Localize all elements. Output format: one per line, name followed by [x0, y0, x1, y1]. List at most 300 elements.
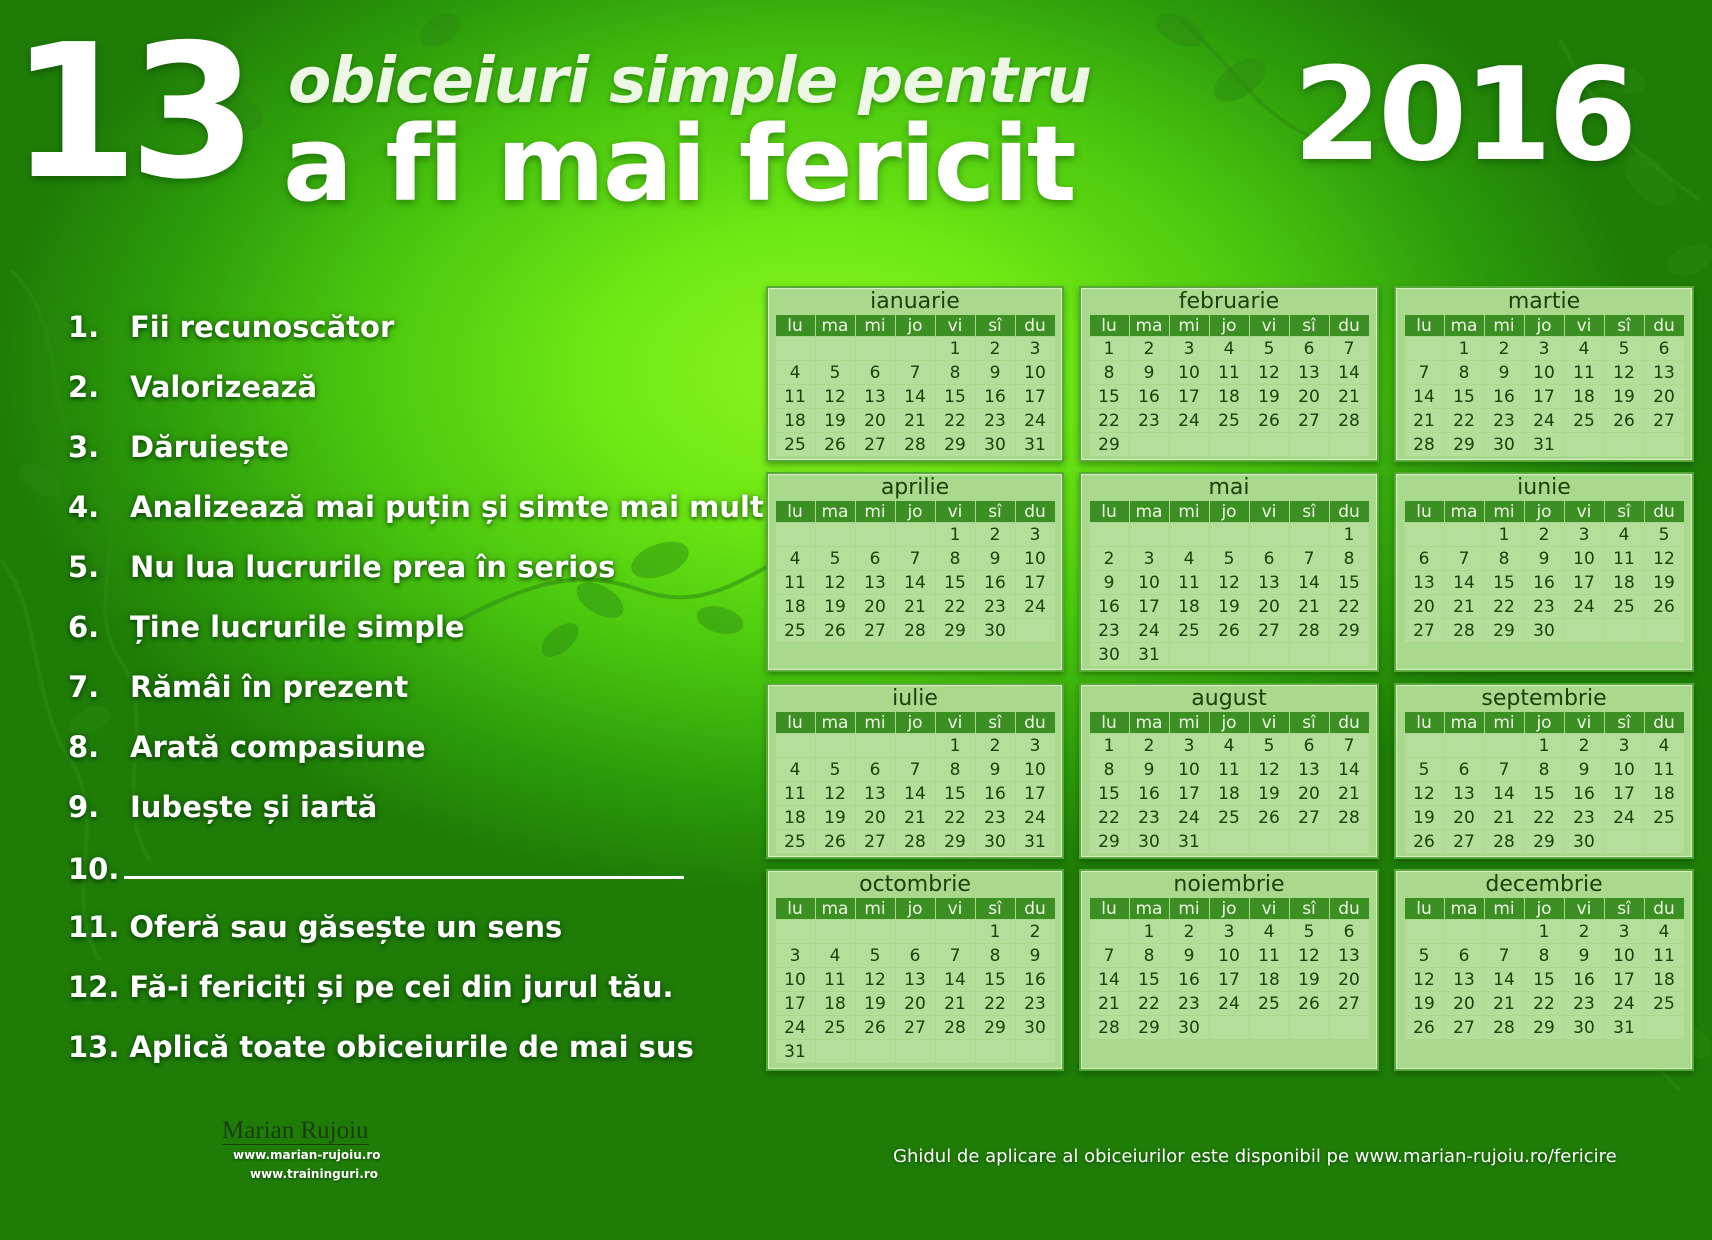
habit-item	[68, 970, 764, 1030]
day-cell: 23	[1485, 409, 1524, 432]
day-cell: 5	[816, 547, 855, 570]
day-cell: 10	[1605, 758, 1644, 781]
day-cell: 9	[1565, 944, 1604, 967]
day-cell: 22	[936, 806, 975, 829]
empty-day-cell	[1016, 1040, 1055, 1063]
day-cell: 6	[896, 944, 935, 967]
weekday-header: lu	[1090, 898, 1129, 919]
empty-day-cell	[776, 734, 815, 757]
weekday-header: jo	[1525, 315, 1564, 336]
month-grid	[1089, 711, 1370, 854]
weekday-header: ma	[1445, 501, 1484, 522]
day-cell: 17	[1016, 571, 1055, 594]
empty-day-cell	[1250, 830, 1289, 853]
day-cell: 3	[1605, 920, 1644, 943]
month-name: mai	[1208, 475, 1250, 500]
day-cell: 26	[816, 830, 855, 853]
day-cell: 8	[1090, 361, 1129, 384]
day-cell: 10	[1565, 547, 1604, 570]
weekday-header: mi	[856, 315, 895, 336]
empty-day-cell	[1290, 830, 1329, 853]
empty-day-cell	[1290, 1016, 1329, 1039]
day-cell: 10	[1605, 944, 1644, 967]
day-cell: 24	[1605, 806, 1644, 829]
empty-day-cell	[1605, 619, 1644, 642]
weekday-header: ma	[1130, 501, 1169, 522]
empty-day-cell	[936, 1040, 975, 1063]
day-cell: 21	[1090, 992, 1129, 1015]
weekday-header: lu	[776, 898, 815, 919]
day-cell: 30	[1016, 1016, 1055, 1039]
day-cell: 12	[1405, 782, 1444, 805]
month-calendar	[1394, 683, 1694, 859]
empty-day-cell	[1090, 920, 1129, 943]
weekday-header: ma	[1130, 898, 1169, 919]
day-cell: 2	[1525, 523, 1564, 546]
day-cell: 31	[1016, 830, 1055, 853]
day-cell: 25	[816, 1016, 855, 1039]
weekday-header: vi	[1565, 315, 1604, 336]
empty-day-cell	[856, 523, 895, 546]
day-cell: 23	[976, 595, 1015, 618]
day-cell: 14	[896, 782, 935, 805]
empty-day-cell	[1290, 643, 1329, 666]
day-cell: 7	[1330, 734, 1369, 757]
month-name: decembrie	[1485, 872, 1603, 897]
day-cell: 8	[1130, 944, 1169, 967]
month-grid	[1404, 711, 1685, 854]
weekday-header: jo	[896, 501, 935, 522]
day-cell: 28	[1290, 619, 1329, 642]
day-cell: 5	[1405, 758, 1444, 781]
day-cell: 2	[1016, 920, 1055, 943]
day-cell: 23	[976, 806, 1015, 829]
day-cell: 17	[1016, 782, 1055, 805]
weekday-header: sî	[1290, 501, 1329, 522]
day-cell: 12	[1605, 361, 1644, 384]
empty-day-cell	[856, 920, 895, 943]
weekday-header: sî	[976, 712, 1015, 733]
day-cell: 18	[776, 409, 815, 432]
day-cell: 27	[856, 619, 895, 642]
day-cell: 16	[976, 782, 1015, 805]
day-cell: 12	[816, 782, 855, 805]
day-cell: 25	[1645, 806, 1684, 829]
day-cell: 11	[1645, 944, 1684, 967]
day-cell: 12	[1250, 758, 1289, 781]
day-cell: 13	[856, 385, 895, 408]
day-cell: 21	[1405, 409, 1444, 432]
empty-day-cell	[1405, 920, 1444, 943]
day-cell: 16	[1090, 595, 1129, 618]
empty-day-cell	[1645, 830, 1684, 853]
day-cell: 30	[1090, 643, 1129, 666]
day-cell: 22	[1485, 595, 1524, 618]
day-cell: 1	[976, 920, 1015, 943]
day-cell: 11	[1210, 361, 1249, 384]
weekday-header: mi	[856, 898, 895, 919]
day-cell: 27	[856, 433, 895, 456]
day-cell: 28	[1485, 830, 1524, 853]
day-cell: 17	[776, 992, 815, 1015]
day-cell: 6	[1250, 547, 1289, 570]
fill-in-blank-line[interactable]	[124, 850, 684, 879]
day-cell: 2	[1565, 734, 1604, 757]
day-cell: 25	[1645, 992, 1684, 1015]
weekday-header: ma	[816, 315, 855, 336]
day-cell: 1	[1090, 337, 1129, 360]
weekday-header: mi	[856, 712, 895, 733]
habit-text: Fii recunoscător	[130, 310, 395, 344]
weekday-header: lu	[1405, 501, 1444, 522]
weekday-header: jo	[896, 898, 935, 919]
habit-item	[68, 670, 764, 730]
day-cell: 28	[1330, 409, 1369, 432]
day-cell: 10	[1525, 361, 1564, 384]
empty-day-cell	[1405, 337, 1444, 360]
day-cell: 12	[1250, 361, 1289, 384]
weekday-header: sî	[976, 501, 1015, 522]
day-cell: 14	[896, 571, 935, 594]
empty-day-cell	[1330, 830, 1369, 853]
empty-day-cell	[856, 734, 895, 757]
weekday-header: ma	[816, 712, 855, 733]
day-cell: 28	[1090, 1016, 1129, 1039]
day-cell: 11	[1170, 571, 1209, 594]
month-grid	[1404, 314, 1685, 457]
empty-day-cell	[896, 920, 935, 943]
day-cell: 6	[1330, 920, 1369, 943]
empty-day-cell	[1210, 830, 1249, 853]
day-cell: 30	[1170, 1016, 1209, 1039]
weekday-header: sî	[1290, 898, 1329, 919]
day-cell: 24	[1170, 806, 1209, 829]
weekday-header: du	[1016, 712, 1055, 733]
weekday-header: mi	[856, 501, 895, 522]
habit-text: Arată compasiune	[130, 730, 426, 764]
empty-day-cell	[1645, 1016, 1684, 1039]
day-cell: 3	[1016, 337, 1055, 360]
habit-number: 12.	[68, 970, 120, 1004]
day-cell: 26	[1645, 595, 1684, 618]
day-cell: 26	[816, 433, 855, 456]
day-cell: 31	[1605, 1016, 1644, 1039]
day-cell: 6	[856, 361, 895, 384]
day-cell: 9	[1485, 361, 1524, 384]
weekday-header: du	[1330, 315, 1369, 336]
day-cell: 24	[1016, 806, 1055, 829]
day-cell: 16	[1170, 968, 1209, 991]
day-cell: 29	[1090, 830, 1129, 853]
day-cell: 25	[1250, 992, 1289, 1015]
month-grid	[1089, 897, 1370, 1040]
empty-day-cell	[776, 523, 815, 546]
day-cell: 8	[936, 758, 975, 781]
empty-day-cell	[1445, 734, 1484, 757]
day-cell: 26	[1210, 619, 1249, 642]
month-name: februarie	[1178, 289, 1280, 314]
habit-number: 10.	[68, 852, 120, 886]
day-cell: 1	[1090, 734, 1129, 757]
empty-day-cell	[1605, 433, 1644, 456]
month-name: iulie	[892, 686, 938, 711]
weekday-header: vi	[936, 898, 975, 919]
habit-item	[68, 730, 764, 790]
day-cell: 30	[1565, 830, 1604, 853]
habit-text: Oferă sau găsește un sens	[129, 910, 563, 944]
habit-number: 11.	[68, 910, 120, 944]
day-cell: 19	[1210, 595, 1249, 618]
empty-day-cell	[1130, 523, 1169, 546]
weekday-header: jo	[1210, 501, 1249, 522]
day-cell: 29	[1525, 830, 1564, 853]
day-cell: 16	[1016, 968, 1055, 991]
day-cell: 21	[1485, 806, 1524, 829]
habit-number: 6.	[68, 610, 100, 644]
day-cell: 7	[1485, 758, 1524, 781]
day-cell: 5	[816, 361, 855, 384]
habit-number: 2.	[68, 370, 100, 404]
habit-item	[68, 430, 764, 490]
day-cell: 4	[776, 361, 815, 384]
day-cell: 11	[1645, 758, 1684, 781]
habit-number: 8.	[68, 730, 100, 764]
habit-count-number: 13	[10, 4, 248, 220]
day-cell: 15	[1525, 968, 1564, 991]
poster-title: a fi mai fericit	[283, 103, 1075, 225]
day-cell: 29	[1445, 433, 1484, 456]
day-cell: 16	[1525, 571, 1564, 594]
day-cell: 16	[976, 571, 1015, 594]
habit-text: Ține lucrurile simple	[130, 610, 465, 644]
day-cell: 27	[1445, 1016, 1484, 1039]
day-cell: 3	[776, 944, 815, 967]
empty-day-cell	[1290, 433, 1329, 456]
month-calendar	[1079, 286, 1379, 462]
weekday-header: du	[1330, 898, 1369, 919]
day-cell: 17	[1170, 782, 1209, 805]
day-cell: 25	[1605, 595, 1644, 618]
weekday-header: jo	[1210, 315, 1249, 336]
day-cell: 8	[1090, 758, 1129, 781]
weekday-header: jo	[1525, 898, 1564, 919]
day-cell: 6	[856, 758, 895, 781]
day-cell: 14	[896, 385, 935, 408]
day-cell: 20	[896, 992, 935, 1015]
habit-text: Nu lua lucrurile prea în serios	[130, 550, 616, 584]
day-cell: 6	[1290, 734, 1329, 757]
day-cell: 17	[1565, 571, 1604, 594]
day-cell: 25	[1565, 409, 1604, 432]
habit-text: Fă-i fericiți și pe cei din jurul tău.	[129, 970, 674, 1004]
empty-day-cell	[1565, 433, 1604, 456]
month-grid	[775, 314, 1056, 457]
day-cell: 24	[1130, 619, 1169, 642]
empty-day-cell	[816, 734, 855, 757]
habit-number: 1.	[68, 310, 100, 344]
day-cell: 26	[1250, 806, 1289, 829]
day-cell: 6	[856, 547, 895, 570]
empty-day-cell	[896, 1040, 935, 1063]
empty-day-cell	[816, 920, 855, 943]
habit-number: 9.	[68, 790, 100, 824]
day-cell: 18	[1210, 782, 1249, 805]
weekday-header: mi	[1485, 501, 1524, 522]
day-cell: 21	[896, 595, 935, 618]
day-cell: 4	[1210, 734, 1249, 757]
day-cell: 4	[776, 758, 815, 781]
day-cell: 4	[1605, 523, 1644, 546]
weekday-header: lu	[1090, 501, 1129, 522]
day-cell: 2	[1090, 547, 1129, 570]
day-cell: 31	[1130, 643, 1169, 666]
empty-day-cell	[1090, 523, 1129, 546]
day-cell: 22	[936, 595, 975, 618]
day-cell: 8	[1445, 361, 1484, 384]
day-cell: 2	[976, 523, 1015, 546]
day-cell: 18	[1565, 385, 1604, 408]
day-cell: 4	[1170, 547, 1209, 570]
day-cell: 2	[1565, 920, 1604, 943]
day-cell: 9	[976, 361, 1015, 384]
day-cell: 7	[1290, 547, 1329, 570]
day-cell: 27	[1250, 619, 1289, 642]
month-calendar	[1394, 286, 1694, 462]
habit-text: Valorizează	[130, 370, 318, 404]
day-cell: 16	[976, 385, 1015, 408]
day-cell: 15	[1445, 385, 1484, 408]
day-cell: 3	[1210, 920, 1249, 943]
day-cell: 28	[936, 1016, 975, 1039]
day-cell: 9	[1090, 571, 1129, 594]
day-cell: 20	[856, 595, 895, 618]
weekday-header: sî	[1605, 898, 1644, 919]
empty-day-cell	[816, 1040, 855, 1063]
day-cell: 1	[1130, 920, 1169, 943]
day-cell: 2	[1130, 734, 1169, 757]
day-cell: 30	[1525, 619, 1564, 642]
day-cell: 4	[1645, 920, 1684, 943]
day-cell: 20	[856, 409, 895, 432]
day-cell: 1	[936, 734, 975, 757]
empty-day-cell	[1565, 619, 1604, 642]
empty-day-cell	[1210, 523, 1249, 546]
weekday-header: jo	[1210, 712, 1249, 733]
day-cell: 21	[1485, 992, 1524, 1015]
day-cell: 23	[1090, 619, 1129, 642]
day-cell: 11	[776, 782, 815, 805]
day-cell: 26	[1605, 409, 1644, 432]
day-cell: 27	[1290, 806, 1329, 829]
day-cell: 15	[936, 385, 975, 408]
day-cell: 11	[1565, 361, 1604, 384]
day-cell: 13	[1330, 944, 1369, 967]
weekday-header: ma	[1130, 315, 1169, 336]
day-cell: 27	[856, 830, 895, 853]
calendar-year: 2016	[1293, 41, 1634, 190]
day-cell: 9	[976, 758, 1015, 781]
weekday-header: vi	[936, 501, 975, 522]
empty-day-cell	[1250, 1016, 1289, 1039]
day-cell: 18	[1605, 571, 1644, 594]
day-cell: 17	[1170, 385, 1209, 408]
day-cell: 11	[776, 385, 815, 408]
day-cell: 26	[1250, 409, 1289, 432]
day-cell: 13	[1645, 361, 1684, 384]
day-cell: 14	[1330, 361, 1369, 384]
day-cell: 18	[1250, 968, 1289, 991]
day-cell: 18	[1645, 968, 1684, 991]
day-cell: 21	[896, 806, 935, 829]
empty-day-cell	[1210, 433, 1249, 456]
day-cell: 7	[1485, 944, 1524, 967]
weekday-header: sî	[1605, 712, 1644, 733]
day-cell: 10	[776, 968, 815, 991]
day-cell: 8	[1330, 547, 1369, 570]
day-cell: 30	[976, 433, 1015, 456]
day-cell: 24	[1210, 992, 1249, 1015]
day-cell: 5	[1605, 337, 1644, 360]
day-cell: 1	[1525, 734, 1564, 757]
day-cell: 18	[1210, 385, 1249, 408]
weekday-header: sî	[1290, 315, 1329, 336]
empty-day-cell	[816, 523, 855, 546]
day-cell: 30	[1130, 830, 1169, 853]
day-cell: 16	[1485, 385, 1524, 408]
empty-day-cell	[1016, 619, 1055, 642]
day-cell: 1	[1525, 920, 1564, 943]
weekday-header: mi	[1170, 501, 1209, 522]
day-cell: 12	[1210, 571, 1249, 594]
weekday-header: jo	[1210, 898, 1249, 919]
day-cell: 23	[1130, 806, 1169, 829]
weekday-header: du	[1330, 501, 1369, 522]
day-cell: 13	[1445, 968, 1484, 991]
day-cell: 25	[1170, 619, 1209, 642]
empty-day-cell	[1330, 643, 1369, 666]
day-cell: 14	[1445, 571, 1484, 594]
day-cell: 20	[1250, 595, 1289, 618]
month-name: septembrie	[1481, 686, 1607, 711]
day-cell: 20	[1445, 992, 1484, 1015]
day-cell: 8	[976, 944, 1015, 967]
day-cell: 19	[1250, 385, 1289, 408]
day-cell: 18	[1170, 595, 1209, 618]
day-cell: 7	[1330, 337, 1369, 360]
day-cell: 23	[1130, 409, 1169, 432]
day-cell: 19	[816, 806, 855, 829]
day-cell: 23	[1525, 595, 1564, 618]
habit-item	[68, 310, 764, 370]
day-cell: 29	[936, 830, 975, 853]
day-cell: 15	[1090, 385, 1129, 408]
day-cell: 24	[1565, 595, 1604, 618]
weekday-header: mi	[1485, 898, 1524, 919]
day-cell: 11	[816, 968, 855, 991]
day-cell: 25	[776, 619, 815, 642]
day-cell: 25	[1210, 409, 1249, 432]
day-cell: 3	[1016, 734, 1055, 757]
empty-day-cell	[1290, 523, 1329, 546]
day-cell: 9	[1170, 944, 1209, 967]
day-cell: 22	[1525, 992, 1564, 1015]
day-cell: 4	[1250, 920, 1289, 943]
day-cell: 13	[856, 571, 895, 594]
habit-list	[68, 310, 764, 1090]
day-cell: 20	[1645, 385, 1684, 408]
day-cell: 6	[1445, 758, 1484, 781]
day-cell: 9	[1565, 758, 1604, 781]
